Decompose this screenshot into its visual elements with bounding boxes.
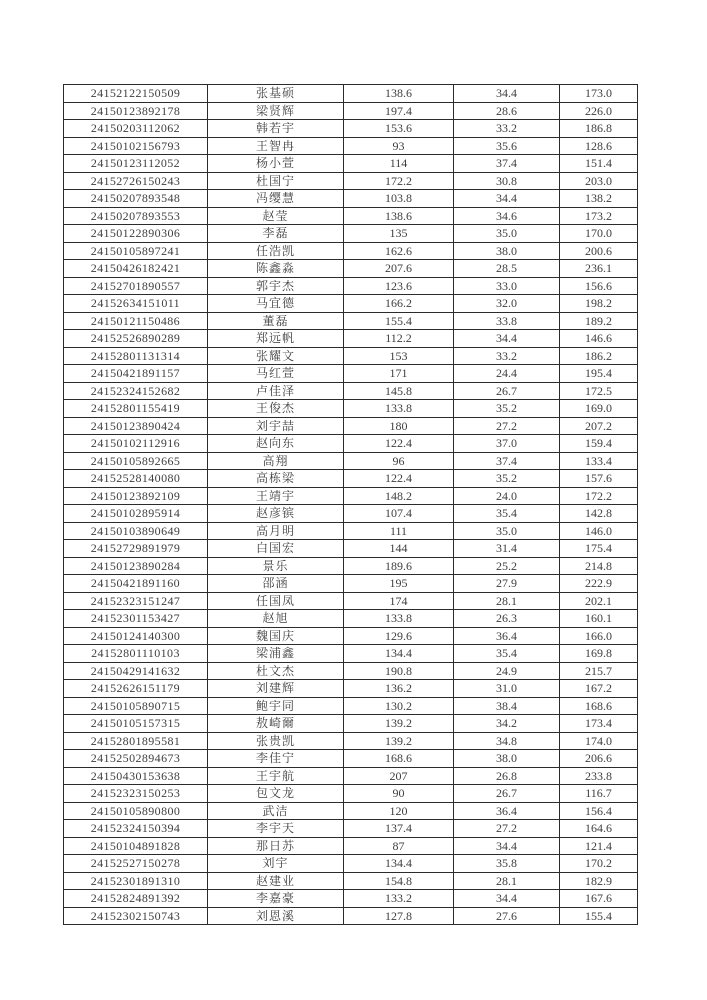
name-cell: 赵旭 [208,610,344,628]
name-cell: 包文龙 [208,785,344,803]
table-row [64,155,638,173]
total-cell: 226.0 [560,102,638,120]
score2-cell: 34.6 [454,207,560,225]
score2-cell: 34.4 [454,837,560,855]
score2-cell: 25.2 [454,557,560,575]
name-cell: 梁浦鑫 [208,645,344,663]
table-row [64,242,638,260]
id-cell: 24150105897241 [64,242,208,260]
total-cell: 207.2 [560,417,638,435]
score1-cell: 144 [344,540,454,558]
id-cell: 24150203112062 [64,120,208,138]
score2-cell: 24.9 [454,662,560,680]
score1-cell: 122.4 [344,470,454,488]
name-cell: 武洁 [208,802,344,820]
name-cell: 景乐 [208,557,344,575]
name-cell: 白国宏 [208,540,344,558]
table-row [64,330,638,348]
score2-cell: 36.4 [454,627,560,645]
score2-cell: 35.4 [454,505,560,523]
score2-cell: 38.0 [454,750,560,768]
score1-cell: 197.4 [344,102,454,120]
total-cell: 155.4 [560,907,638,925]
id-cell: 24152324150394 [64,820,208,838]
total-cell: 169.0 [560,400,638,418]
id-cell: 24150102156793 [64,137,208,155]
score2-cell: 28.1 [454,872,560,890]
score2-cell: 32.0 [454,295,560,313]
name-cell: 那日苏 [208,837,344,855]
total-cell: 157.6 [560,470,638,488]
name-cell: 郑远帆 [208,330,344,348]
total-cell: 206.6 [560,750,638,768]
name-cell: 鲍宇同 [208,697,344,715]
name-cell: 杨小萱 [208,155,344,173]
table-row [64,137,638,155]
total-cell: 142.8 [560,505,638,523]
total-cell: 198.2 [560,295,638,313]
table-row [64,487,638,505]
id-cell: 24152528140080 [64,470,208,488]
id-cell: 24152301891310 [64,872,208,890]
score2-cell: 33.2 [454,120,560,138]
score1-cell: 138.6 [344,85,454,103]
score2-cell: 35.0 [454,522,560,540]
score2-cell: 30.8 [454,172,560,190]
score1-cell: 138.6 [344,207,454,225]
score1-cell: 120 [344,802,454,820]
total-cell: 189.2 [560,312,638,330]
total-cell: 128.6 [560,137,638,155]
total-cell: 116.7 [560,785,638,803]
id-cell: 24150123112052 [64,155,208,173]
table-row [64,645,638,663]
score2-cell: 24.0 [454,487,560,505]
total-cell: 195.4 [560,365,638,383]
total-cell: 214.8 [560,557,638,575]
score1-cell: 195 [344,575,454,593]
table-row [64,382,638,400]
name-cell: 张基硕 [208,85,344,103]
name-cell: 杜国宁 [208,172,344,190]
table-row [64,277,638,295]
table-row [64,85,638,103]
table-row [64,102,638,120]
score1-cell: 148.2 [344,487,454,505]
id-cell: 24150421891160 [64,575,208,593]
total-cell: 202.1 [560,592,638,610]
id-cell: 24150207893553 [64,207,208,225]
total-cell: 186.8 [560,120,638,138]
name-cell: 魏国庆 [208,627,344,645]
name-cell: 陈鑫淼 [208,260,344,278]
score2-cell: 26.8 [454,767,560,785]
total-cell: 215.7 [560,662,638,680]
id-cell: 24150123892109 [64,487,208,505]
total-cell: 164.6 [560,820,638,838]
name-cell: 邵涵 [208,575,344,593]
score2-cell: 38.4 [454,697,560,715]
name-cell: 王宇航 [208,767,344,785]
score1-cell: 166.2 [344,295,454,313]
table-row [64,365,638,383]
table-row [64,802,638,820]
total-cell: 203.0 [560,172,638,190]
id-cell: 24152122150509 [64,85,208,103]
score-table [63,84,638,925]
table-row [64,820,638,838]
score2-cell: 31.4 [454,540,560,558]
table-row [64,172,638,190]
name-cell: 马红萱 [208,365,344,383]
total-cell: 133.4 [560,452,638,470]
score2-cell: 26.7 [454,785,560,803]
table-row [64,767,638,785]
total-cell: 159.4 [560,435,638,453]
score1-cell: 171 [344,365,454,383]
name-cell: 敖崎爾 [208,715,344,733]
id-cell: 24150102895914 [64,505,208,523]
table-row [64,452,638,470]
id-cell: 24150429141632 [64,662,208,680]
total-cell: 186.2 [560,347,638,365]
name-cell: 王靖宇 [208,487,344,505]
id-cell: 24150103890649 [64,522,208,540]
id-cell: 24150105890715 [64,697,208,715]
id-cell: 24152824891392 [64,890,208,908]
table-row [64,732,638,750]
total-cell: 236.1 [560,260,638,278]
score2-cell: 33.8 [454,312,560,330]
id-cell: 24150105892665 [64,452,208,470]
score2-cell: 28.5 [454,260,560,278]
name-cell: 张贵凯 [208,732,344,750]
id-cell: 24152302150743 [64,907,208,925]
table-row [64,855,638,873]
total-cell: 172.2 [560,487,638,505]
id-cell: 24150123890424 [64,417,208,435]
name-cell: 李嘉豪 [208,890,344,908]
name-cell: 高翔 [208,452,344,470]
score1-cell: 145.8 [344,382,454,400]
total-cell: 182.9 [560,872,638,890]
id-cell: 24152626151179 [64,680,208,698]
score2-cell: 27.2 [454,417,560,435]
id-cell: 24152801895581 [64,732,208,750]
table-row [64,312,638,330]
name-cell: 任国凤 [208,592,344,610]
table-row [64,627,638,645]
score2-cell: 28.1 [454,592,560,610]
id-cell: 24150102112916 [64,435,208,453]
name-cell: 冯缨慧 [208,190,344,208]
score2-cell: 37.0 [454,435,560,453]
id-cell: 24152323151247 [64,592,208,610]
total-cell: 167.6 [560,890,638,908]
score2-cell: 34.8 [454,732,560,750]
table-row [64,890,638,908]
table-row [64,557,638,575]
name-cell: 高栋梁 [208,470,344,488]
id-cell: 24152323150253 [64,785,208,803]
table-row [64,785,638,803]
id-cell: 24150421891157 [64,365,208,383]
score1-cell: 112.2 [344,330,454,348]
id-cell: 24152729891979 [64,540,208,558]
table-row [64,680,638,698]
score2-cell: 26.7 [454,382,560,400]
name-cell: 董磊 [208,312,344,330]
total-cell: 170.0 [560,225,638,243]
score1-cell: 190.8 [344,662,454,680]
score1-cell: 134.4 [344,645,454,663]
total-cell: 172.5 [560,382,638,400]
score2-cell: 33.2 [454,347,560,365]
total-cell: 146.0 [560,522,638,540]
score1-cell: 168.6 [344,750,454,768]
score1-cell: 153 [344,347,454,365]
score1-cell: 127.8 [344,907,454,925]
name-cell: 梁贤辉 [208,102,344,120]
score1-cell: 180 [344,417,454,435]
score2-cell: 35.2 [454,470,560,488]
score2-cell: 34.4 [454,330,560,348]
total-cell: 173.2 [560,207,638,225]
id-cell: 24152701890557 [64,277,208,295]
table-row [64,715,638,733]
score2-cell: 34.4 [454,85,560,103]
score2-cell: 37.4 [454,155,560,173]
table-row [64,575,638,593]
score1-cell: 139.2 [344,732,454,750]
total-cell: 160.1 [560,610,638,628]
total-cell: 200.6 [560,242,638,260]
score1-cell: 107.4 [344,505,454,523]
score1-cell: 155.4 [344,312,454,330]
score1-cell: 114 [344,155,454,173]
score1-cell: 162.6 [344,242,454,260]
score2-cell: 33.0 [454,277,560,295]
name-cell: 赵建业 [208,872,344,890]
score2-cell: 28.6 [454,102,560,120]
score2-cell: 34.4 [454,890,560,908]
score1-cell: 87 [344,837,454,855]
score2-cell: 24.4 [454,365,560,383]
score2-cell: 35.6 [454,137,560,155]
id-cell: 24150122890306 [64,225,208,243]
score2-cell: 34.4 [454,190,560,208]
score1-cell: 189.6 [344,557,454,575]
id-cell: 24152801110103 [64,645,208,663]
table-row [64,610,638,628]
name-cell: 杜文杰 [208,662,344,680]
table-row [64,417,638,435]
score1-cell: 154.8 [344,872,454,890]
table-row [64,225,638,243]
id-cell: 24150426182421 [64,260,208,278]
table-row [64,540,638,558]
name-cell: 刘建辉 [208,680,344,698]
total-cell: 138.2 [560,190,638,208]
id-cell: 24152726150243 [64,172,208,190]
score1-cell: 174 [344,592,454,610]
table-row [64,505,638,523]
id-cell: 24150430153638 [64,767,208,785]
table-row [64,750,638,768]
name-cell: 王俊杰 [208,400,344,418]
score2-cell: 37.4 [454,452,560,470]
total-cell: 173.4 [560,715,638,733]
name-cell: 赵莹 [208,207,344,225]
id-cell: 24152526890289 [64,330,208,348]
score1-cell: 133.8 [344,400,454,418]
score2-cell: 35.0 [454,225,560,243]
total-cell: 175.4 [560,540,638,558]
score2-cell: 38.0 [454,242,560,260]
table-row [64,662,638,680]
id-cell: 24150105157315 [64,715,208,733]
name-cell: 刘宇喆 [208,417,344,435]
total-cell: 233.8 [560,767,638,785]
id-cell: 24150121150486 [64,312,208,330]
name-cell: 任浩凯 [208,242,344,260]
name-cell: 李宇天 [208,820,344,838]
score2-cell: 31.0 [454,680,560,698]
name-cell: 赵向东 [208,435,344,453]
name-cell: 马宜德 [208,295,344,313]
score2-cell: 27.6 [454,907,560,925]
score1-cell: 90 [344,785,454,803]
table-row [64,470,638,488]
score1-cell: 135 [344,225,454,243]
score1-cell: 207 [344,767,454,785]
score-table-body [64,85,638,925]
score1-cell: 93 [344,137,454,155]
name-cell: 韩若宇 [208,120,344,138]
table-row [64,190,638,208]
score2-cell: 27.9 [454,575,560,593]
table-row [64,347,638,365]
total-cell: 121.4 [560,837,638,855]
name-cell: 郭宇杰 [208,277,344,295]
score1-cell: 172.2 [344,172,454,190]
score1-cell: 130.2 [344,697,454,715]
total-cell: 146.6 [560,330,638,348]
table-row [64,260,638,278]
total-cell: 167.2 [560,680,638,698]
score2-cell: 36.4 [454,802,560,820]
name-cell: 刘宇 [208,855,344,873]
name-cell: 李佳宁 [208,750,344,768]
name-cell: 赵彦镔 [208,505,344,523]
score2-cell: 35.4 [454,645,560,663]
score1-cell: 133.8 [344,610,454,628]
name-cell: 王智冉 [208,137,344,155]
id-cell: 24150104891828 [64,837,208,855]
id-cell: 24152527150278 [64,855,208,873]
table-row [64,872,638,890]
total-cell: 168.6 [560,697,638,715]
total-cell: 173.0 [560,85,638,103]
table-row [64,837,638,855]
name-cell: 张耀文 [208,347,344,365]
score2-cell: 34.2 [454,715,560,733]
id-cell: 24150207893548 [64,190,208,208]
score2-cell: 35.8 [454,855,560,873]
score1-cell: 139.2 [344,715,454,733]
id-cell: 24152634151011 [64,295,208,313]
score2-cell: 27.2 [454,820,560,838]
score1-cell: 103.8 [344,190,454,208]
name-cell: 刘恩溪 [208,907,344,925]
total-cell: 156.4 [560,802,638,820]
score1-cell: 123.6 [344,277,454,295]
id-cell: 24150123890284 [64,557,208,575]
score2-cell: 35.2 [454,400,560,418]
id-cell: 24152301153427 [64,610,208,628]
total-cell: 151.4 [560,155,638,173]
score1-cell: 153.6 [344,120,454,138]
id-cell: 24152801155419 [64,400,208,418]
name-cell: 卢佳泽 [208,382,344,400]
id-cell: 24150105890800 [64,802,208,820]
table-row [64,697,638,715]
id-cell: 24152801131314 [64,347,208,365]
table-row [64,400,638,418]
score1-cell: 122.4 [344,435,454,453]
id-cell: 24152502894673 [64,750,208,768]
table-row [64,295,638,313]
total-cell: 156.6 [560,277,638,295]
score1-cell: 134.4 [344,855,454,873]
score1-cell: 96 [344,452,454,470]
table-row [64,435,638,453]
total-cell: 166.0 [560,627,638,645]
score1-cell: 137.4 [344,820,454,838]
id-cell: 24150124140300 [64,627,208,645]
score1-cell: 207.6 [344,260,454,278]
score1-cell: 133.2 [344,890,454,908]
name-cell: 李磊 [208,225,344,243]
table-row [64,522,638,540]
table-row [64,207,638,225]
score1-cell: 111 [344,522,454,540]
id-cell: 24152324152682 [64,382,208,400]
total-cell: 169.8 [560,645,638,663]
table-row [64,592,638,610]
name-cell: 高月明 [208,522,344,540]
total-cell: 222.9 [560,575,638,593]
table-row [64,120,638,138]
table-row [64,907,638,925]
total-cell: 170.2 [560,855,638,873]
id-cell: 24150123892178 [64,102,208,120]
score2-cell: 26.3 [454,610,560,628]
score1-cell: 136.2 [344,680,454,698]
total-cell: 174.0 [560,732,638,750]
score1-cell: 129.6 [344,627,454,645]
